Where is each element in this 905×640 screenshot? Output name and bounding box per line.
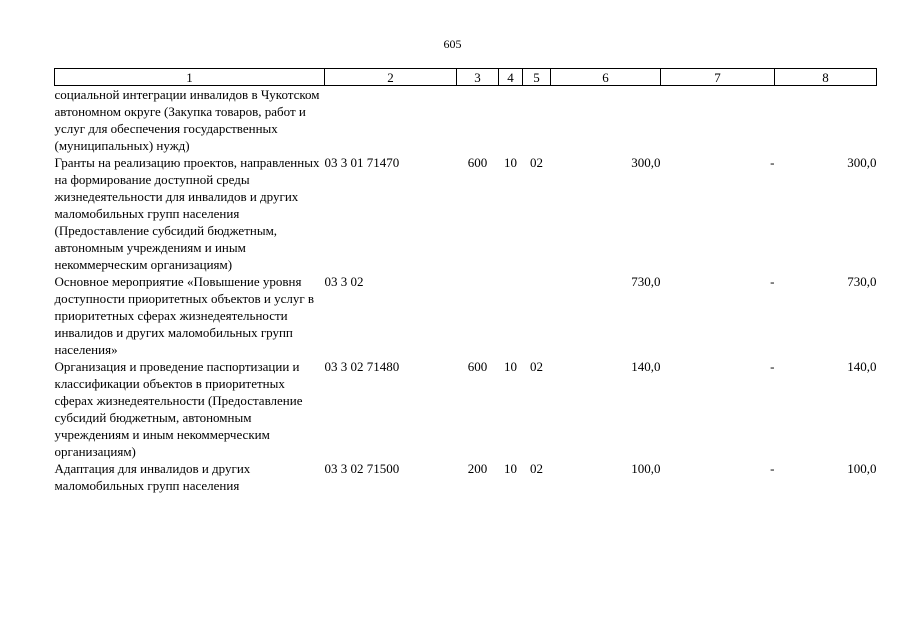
table-row [55,460,877,494]
row-amount-federal: - [770,461,775,476]
column-header-6: 6 [551,69,661,86]
row-name: Организация и проведение паспортизации и классификации объектов в приоритетных сферах жизнедеятельности (Предоставление субсидий бюджетным, автономным учреждениям и иным некоммерческим организациям) [54,359,303,459]
row-amount-total: 300,0 [631,155,661,170]
row-code: 03 3 02 71500 [324,461,400,476]
header-row [55,69,877,86]
row-name: Основное мероприятие «Повышение уровня доступности приоритетных объектов и услуг в приоритетных сферах жизнедеятельности инвалидов и других маломобильных групп населения» [54,274,315,357]
row-section: 10 [504,461,517,476]
row-amount-total: 100,0 [631,461,661,476]
table-row [55,273,877,358]
row-expense-type: 600 [467,359,488,374]
row-name: Гранты на реализацию проектов, направленных на формирование доступной среды жизнедеятельности для инвалидов и других маломобильных групп населения (Предоставление субсидий бюджетным, автономным учреждениям и иным некоммерческим организациям) [54,155,320,272]
page-number: 605 [443,37,462,51]
row-subsection: 02 [530,359,543,374]
row-section: 10 [504,359,517,374]
row-code: 03 3 02 71480 [324,359,400,374]
row-expense-type: 600 [467,155,488,170]
table-row [55,154,877,273]
row-section [499,273,523,358]
row-code: 03 3 02 [324,274,364,289]
row-section [499,86,523,155]
table-body [55,86,877,495]
row-name: социальной интеграции инвалидов в Чукотском автономном округе (Закупка товаров, работ и услуг для обеспечения государственных (муниципальных) нужд) [54,87,320,153]
row-amount-regional: 140,0 [847,359,877,374]
row-amount-federal: - [770,274,775,289]
row-name: Адаптация для инвалидов и других маломобильных групп населения [54,461,251,493]
row-amount-regional [775,86,877,155]
table-row [55,358,877,460]
column-header-2: 2 [325,69,457,86]
table-header [55,69,877,86]
column-header-5: 5 [523,69,551,86]
row-amount-federal: - [770,359,775,374]
row-amount-regional: 300,0 [847,155,877,170]
row-expense-type: 200 [467,461,488,476]
row-amount-total: 730,0 [631,274,661,289]
row-amount-total [551,86,661,155]
row-expense-type [457,273,499,358]
table-row [55,86,877,155]
row-amount-regional: 100,0 [847,461,877,476]
column-header-1: 1 [55,69,325,86]
budget-table [54,68,877,494]
row-subsection [523,86,551,155]
row-subsection: 02 [530,461,543,476]
row-code: 03 3 01 71470 [324,155,400,170]
row-subsection: 02 [530,155,543,170]
column-header-4: 4 [499,69,523,86]
row-amount-total: 140,0 [631,359,661,374]
row-expense-type [457,86,499,155]
row-amount-regional: 730,0 [847,274,877,289]
row-amount-federal: - [770,155,775,170]
column-header-3: 3 [457,69,499,86]
column-header-8: 8 [775,69,877,86]
column-header-7: 7 [661,69,775,86]
row-section: 10 [504,155,517,170]
row-code [325,86,457,155]
row-subsection [523,273,551,358]
row-amount-federal [661,86,775,155]
